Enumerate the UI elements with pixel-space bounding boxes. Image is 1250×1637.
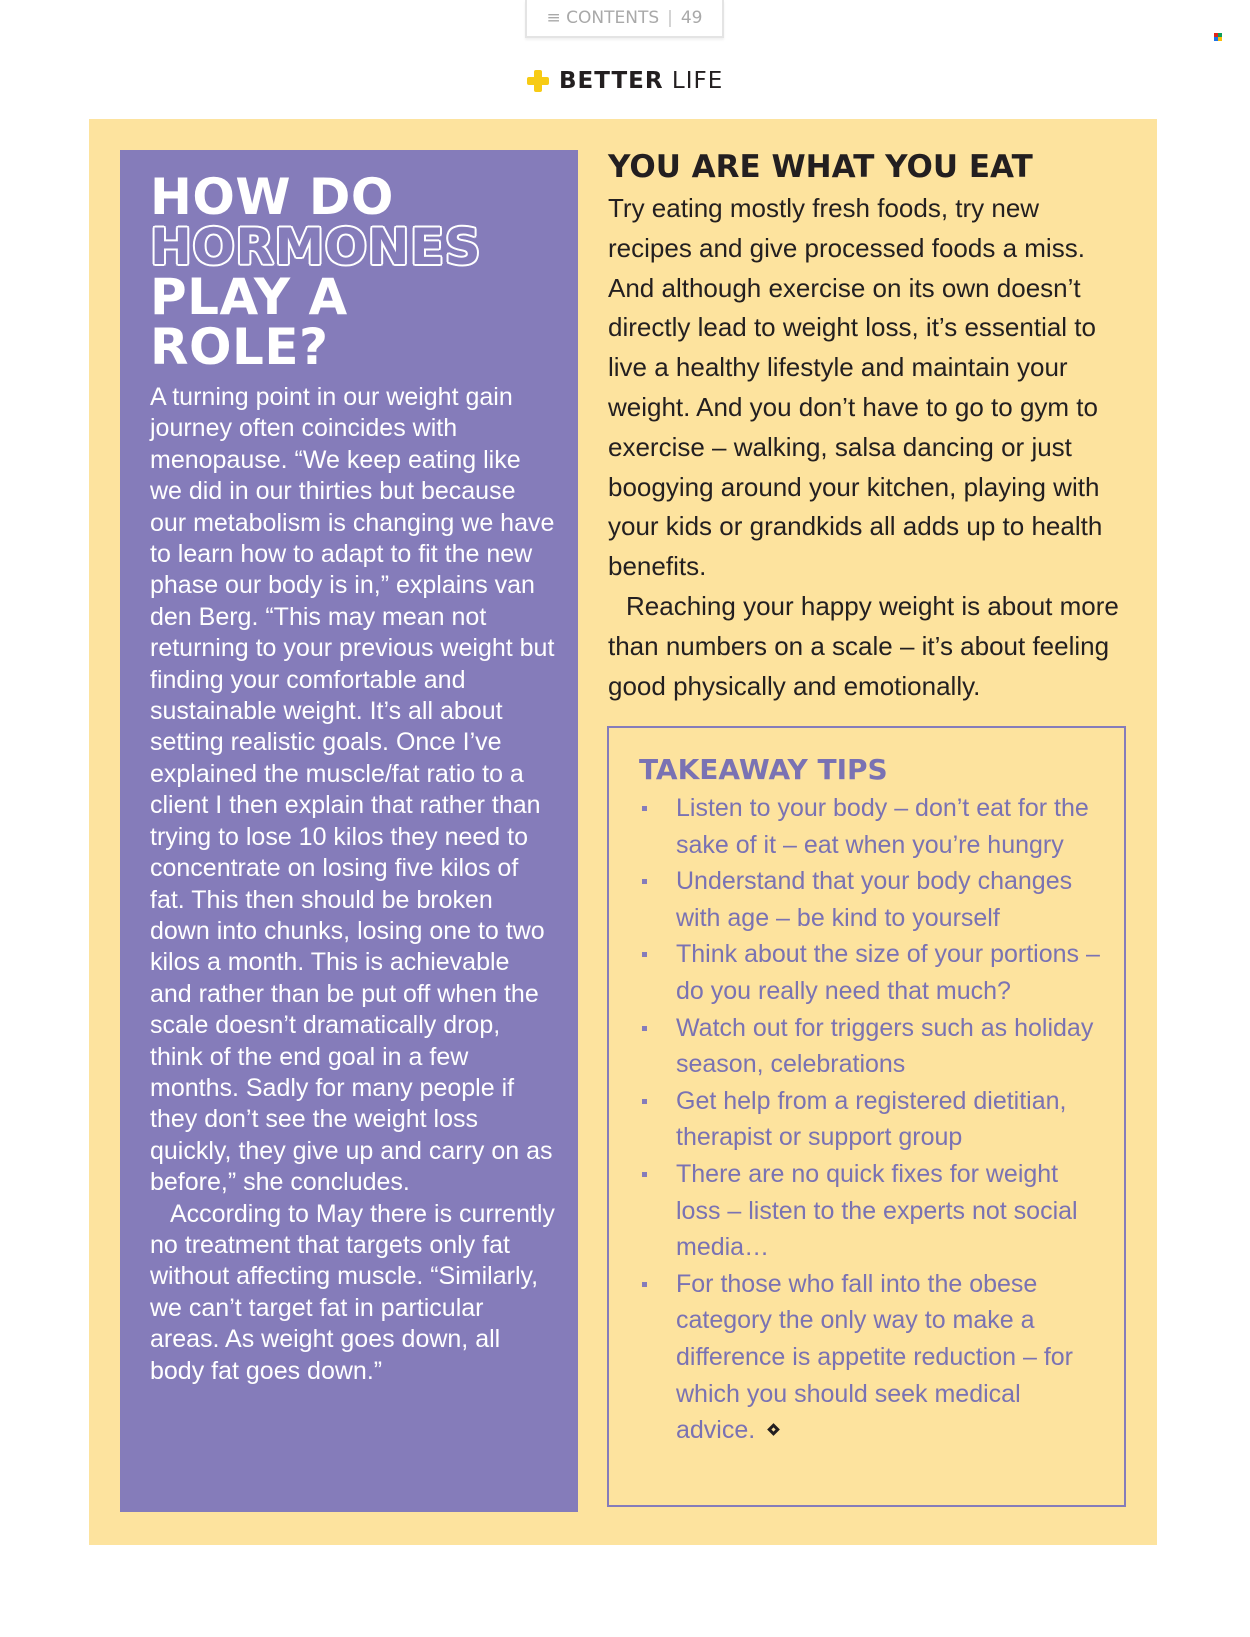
- body-paragraph: A turning point in our weight gain journey often coincides with menopause. “We keep eating like we did in our thirties but because our metabolism is changing we have to learn how to adapt to fit the new phase our body is in,” explains van den Berg. “This may mean not returning to your previous weight but finding your comfortable and sustainable weight. It’s all about setting realistic goals. Once I’ve explained the muscle/fat ratio to a client I then explain that rather than trying to lose 10 kilos they need to concentrate on losing five kilos of fat. This then should be broken down into chunks, losing one to two kilos a month. This is achievable and rather than be put off when the scale doesn’t dramatically drop, think of the end goal in a few months. Sadly for many people if they don’t see the weight loss quickly, they give up and carry on as before,” she concludes.: [150, 383, 555, 1197]
- list-item: [639, 1010, 1104, 1083]
- eat-heading: YOU ARE WHAT YOU EAT: [608, 149, 1033, 185]
- tip-text: Understand that your body changes with age – be kind to yourself: [676, 867, 1073, 932]
- divider: |: [667, 8, 673, 28]
- contents-tab[interactable]: [525, 0, 724, 38]
- heading-line: ROLE?: [150, 318, 329, 376]
- bullet-icon: [642, 879, 647, 884]
- tip-text: For those who fall into the obese category the only way to make a difference is appetite reduction – for which you should seek medical advice.: [676, 1269, 1074, 1445]
- tip-text: Watch out for triggers such as holiday season, celebrations: [676, 1013, 1094, 1079]
- contents-label: ≡ CONTENTS: [546, 8, 660, 28]
- body-paragraph: Try eating mostly fresh foods, try new recipes and give processed foods a miss. And although exercise on its own doesn’t directly lead to weight loss, it’s essential to live a healthy lifestyle and maintain your weight. And you don’t have to go to gym to exercise – walking, salsa dancing or just boogying around your kitchen, playing with your kids or grandkids all adds up to health benefits.: [608, 193, 1103, 582]
- body-paragraph: According to May there is currently no treatment that targets only fat without affecting muscle. “Similarly, we can’t target fat in particular areas. As weight goes down, all body fat goes down.”: [150, 1199, 555, 1385]
- list-item: [639, 790, 1104, 863]
- heading-line: HOW DO: [150, 168, 394, 226]
- list-item: [639, 936, 1104, 1009]
- tip-text: Think about the size of your portions – do you really need that much?: [676, 940, 1100, 1005]
- bullet-icon: [642, 1099, 647, 1104]
- end-mark-icon: [767, 1423, 780, 1436]
- bullet-icon: [642, 806, 647, 811]
- hormones-sidebar: [120, 150, 578, 1512]
- tips-heading: TAKEAWAY TIPS: [639, 753, 888, 786]
- tip-text: Get help from a registered dietitian, therapist or support group: [676, 1086, 1067, 1152]
- hormones-body: [150, 382, 558, 1387]
- takeaway-tips-box: [607, 726, 1126, 1507]
- list-item: [639, 1156, 1104, 1266]
- tips-list: [639, 790, 1104, 1449]
- color-dot-icon: [1214, 33, 1222, 41]
- heading-line-outline: HORMONES: [150, 218, 482, 276]
- bullet-icon: [642, 1282, 647, 1287]
- page-number: 49: [680, 8, 703, 28]
- heading-line: PLAY A: [150, 268, 348, 326]
- plus-icon: [527, 70, 549, 92]
- section-name-bold: BETTER: [559, 68, 664, 94]
- list-item: [639, 1083, 1104, 1156]
- eat-body: [608, 189, 1128, 706]
- list-item: [639, 863, 1104, 936]
- section-header: [527, 64, 723, 98]
- tip-text: Listen to your body – don’t eat for the sake of it – eat when you’re hungry: [676, 794, 1089, 859]
- bullet-icon: [642, 1026, 647, 1031]
- hormones-heading: [150, 168, 558, 376]
- list-item: [639, 1266, 1104, 1449]
- section-name-light: LIFE: [671, 68, 724, 94]
- bullet-icon: [642, 1172, 647, 1177]
- tip-text: There are no quick fixes for weight loss – listen to the experts not social media…: [676, 1159, 1078, 1262]
- body-paragraph: Reaching your happy weight is about more than numbers on a scale – it’s about feeling good physically and emotionally.: [608, 590, 1119, 701]
- bullet-icon: [642, 952, 647, 957]
